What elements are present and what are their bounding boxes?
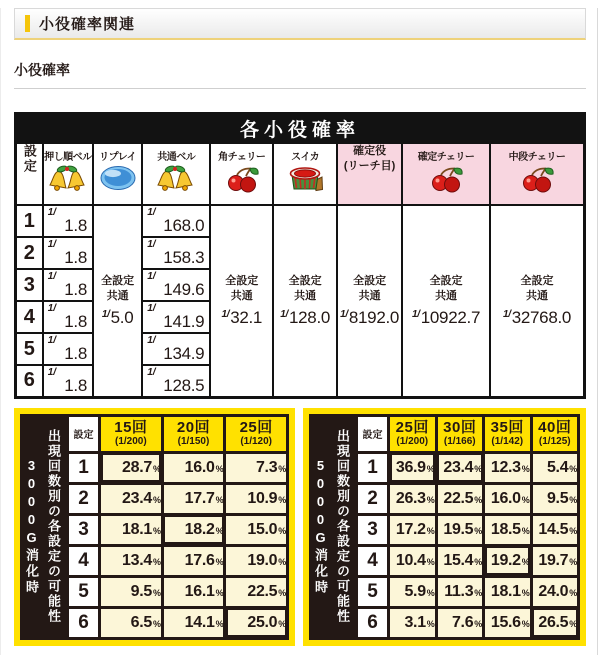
header-suika: スイカ	[273, 143, 337, 205]
header-kakutei-cherry: 確定チェリー	[402, 143, 490, 205]
table-row	[68, 576, 288, 607]
koyaku-probability-table	[14, 112, 586, 399]
setting-number: 1	[16, 205, 43, 237]
kyotsu-bell-cell: 1/ 134.9	[142, 333, 210, 365]
setting-number: 4	[16, 301, 43, 333]
setting-number: 6	[16, 365, 43, 397]
percent-cell: 19.7%	[531, 545, 579, 576]
setting-number: 5	[68, 576, 100, 607]
kyotsu-bell-cell: 1/ 149.6	[142, 269, 210, 301]
kado-cherry-merged-cell: 全設定 共通 $^{1/}$32.1	[210, 205, 273, 397]
g5000-vertical-labels	[309, 414, 355, 640]
possibility-tables	[14, 408, 586, 646]
percent-cell: 16.1%	[162, 576, 225, 607]
percent-cell: 19.0%	[225, 545, 288, 576]
header-chudan-cherry: 中段チェリー	[490, 143, 584, 205]
kakutei-cherry-merged-cell: 全設定 共通 $^{1/}$10922.7	[402, 205, 490, 397]
percent-cell: 14.1%	[162, 607, 225, 638]
percent-cell: 18.1%	[484, 576, 532, 607]
header-kakutei-yaku: 確定役 (リーチ目)	[337, 143, 402, 205]
chudan-cherry-merged-cell: 全設定 共通 $^{1/}$32768.0	[490, 205, 584, 397]
percent-cell: 23.4%	[436, 452, 484, 483]
setting-number: 3	[68, 514, 100, 545]
setting-header: 設定	[357, 415, 389, 452]
table-row	[16, 205, 585, 237]
percent-cell: 15.6%	[484, 607, 532, 638]
g3000-grid	[66, 414, 289, 640]
setting-number: 2	[16, 237, 43, 269]
percent-cell: 18.5%	[484, 514, 532, 545]
header-oshijun-bell: 押し順ベル	[43, 143, 93, 205]
percent-cell: 36.9%	[389, 452, 437, 483]
percent-cell: 18.2%	[162, 514, 225, 545]
setting-number: 1	[357, 452, 389, 483]
kyotsu-bell-cell: 1/ 168.0	[142, 205, 210, 237]
bell-icon	[44, 165, 92, 193]
table-row	[68, 452, 288, 483]
oshijun-bell-cell: 1/ 1.8	[43, 333, 93, 365]
kyotsu-bell-cell: 1/ 158.3	[142, 237, 210, 269]
table-row	[357, 452, 579, 483]
section-header	[14, 8, 586, 40]
g3000-possibility-table	[14, 408, 295, 646]
vertical-label: 出現回数別の各設定の可能性	[46, 429, 61, 624]
count-header: 30回 (1/166)	[436, 415, 484, 452]
header-kyotsu-bell: 共通ベル	[142, 143, 210, 205]
main-table-title: 各小役確率	[16, 114, 585, 144]
table-row	[68, 545, 288, 576]
percent-cell: 13.4%	[100, 545, 163, 576]
percent-cell: 3.1%	[389, 607, 437, 638]
vertical-label: 出現回数別の各設定の可能性	[335, 429, 350, 624]
setting-number: 3	[16, 269, 43, 301]
percent-cell: 6.5%	[100, 607, 163, 638]
page-right-border	[597, 8, 598, 655]
percent-cell: 19.5%	[436, 514, 484, 545]
suika-drum-icon	[274, 165, 336, 193]
percent-cell: 22.5%	[225, 576, 288, 607]
setting-number: 4	[68, 545, 100, 576]
setting-number: 3	[357, 514, 389, 545]
percent-cell: 15.0%	[225, 514, 288, 545]
setting-number: 6	[68, 607, 100, 638]
page-left-border	[0, 8, 1, 655]
percent-cell: 25.0%	[225, 607, 288, 638]
percent-cell: 22.5%	[436, 483, 484, 514]
setting-number: 2	[68, 483, 100, 514]
percent-cell: 12.3%	[484, 452, 532, 483]
replay-icon	[94, 165, 141, 191]
percent-cell: 23.4%	[100, 483, 163, 514]
table-row	[68, 483, 288, 514]
percent-cell: 5.9%	[389, 576, 437, 607]
count-header: 15回 (1/200)	[100, 415, 163, 452]
setting-number: 2	[357, 483, 389, 514]
vertical-label: 5000G消化時	[313, 457, 328, 596]
setting-number: 1	[68, 452, 100, 483]
percent-cell: 9.5%	[100, 576, 163, 607]
g3000-vertical-labels	[20, 414, 66, 640]
percent-cell: 26.3%	[389, 483, 437, 514]
percent-cell: 19.2%	[484, 545, 532, 576]
g5000-grid	[355, 414, 580, 640]
oshijun-bell-cell: 1/ 1.8	[43, 365, 93, 397]
table-row	[357, 483, 579, 514]
vertical-label: 3000G消化時	[24, 457, 39, 596]
kakutei-yaku-merged-cell: 全設定 共通 $^{1/}$8192.0	[337, 205, 402, 397]
percent-cell: 17.2%	[389, 514, 437, 545]
cherry-icon	[211, 165, 272, 193]
table-row	[357, 545, 579, 576]
oshijun-bell-cell: 1/ 1.8	[43, 237, 93, 269]
percent-cell: 17.6%	[162, 545, 225, 576]
percent-cell: 18.1%	[100, 514, 163, 545]
section-title: 小役確率関連	[39, 16, 136, 33]
table-row	[357, 514, 579, 545]
setting-number: 4	[357, 545, 389, 576]
yellow-accent-bar	[25, 15, 30, 32]
count-header: 25回 (1/200)	[389, 415, 437, 452]
percent-cell: 9.5%	[531, 483, 579, 514]
oshijun-bell-cell: 1/ 1.8	[43, 269, 93, 301]
percent-cell: 10.4%	[389, 545, 437, 576]
header-setting: 設定	[16, 143, 43, 205]
percent-cell: 28.7%	[100, 452, 163, 483]
replay-merged-cell: 全設定 共通 $^{1/}$5.0	[93, 205, 142, 397]
percent-cell: 17.7%	[162, 483, 225, 514]
oshijun-bell-cell: 1/ 1.8	[43, 301, 93, 333]
kyotsu-bell-cell: 1/ 141.9	[142, 301, 210, 333]
percent-cell: 26.5%	[531, 607, 579, 638]
count-header: 20回 (1/150)	[162, 415, 225, 452]
setting-number: 5	[16, 333, 43, 365]
count-header: 25回 (1/120)	[225, 415, 288, 452]
divider	[14, 88, 586, 89]
kyotsu-bell-cell: 1/ 128.5	[142, 365, 210, 397]
header-replay: リプレイ	[93, 143, 142, 205]
bell-icon	[143, 165, 209, 193]
percent-cell: 15.4%	[436, 545, 484, 576]
count-header: 35回 (1/142)	[484, 415, 532, 452]
percent-cell: 7.3%	[225, 452, 288, 483]
count-header: 40回 (1/125)	[531, 415, 579, 452]
setting-header: 設定	[68, 415, 100, 452]
table-row	[68, 514, 288, 545]
percent-cell: 16.0%	[162, 452, 225, 483]
table-row	[357, 607, 579, 638]
cherry-icon	[403, 165, 489, 193]
percent-cell: 14.5%	[531, 514, 579, 545]
g5000-possibility-table	[303, 408, 586, 646]
table-row	[68, 607, 288, 638]
cherry-icon	[491, 165, 583, 193]
page-subheading: 小役確率	[14, 62, 70, 78]
oshijun-bell-cell: 1/ 1.8	[43, 205, 93, 237]
percent-cell: 5.4%	[531, 452, 579, 483]
table-row	[357, 576, 579, 607]
percent-cell: 24.0%	[531, 576, 579, 607]
percent-cell: 7.6%	[436, 607, 484, 638]
percent-cell: 11.3%	[436, 576, 484, 607]
setting-number: 6	[357, 607, 389, 638]
percent-cell: 10.9%	[225, 483, 288, 514]
percent-cell: 16.0%	[484, 483, 532, 514]
suika-merged-cell: 全設定 共通 $^{1/}$128.0	[273, 205, 337, 397]
header-kado-cherry: 角チェリー	[210, 143, 273, 205]
setting-number: 5	[357, 576, 389, 607]
